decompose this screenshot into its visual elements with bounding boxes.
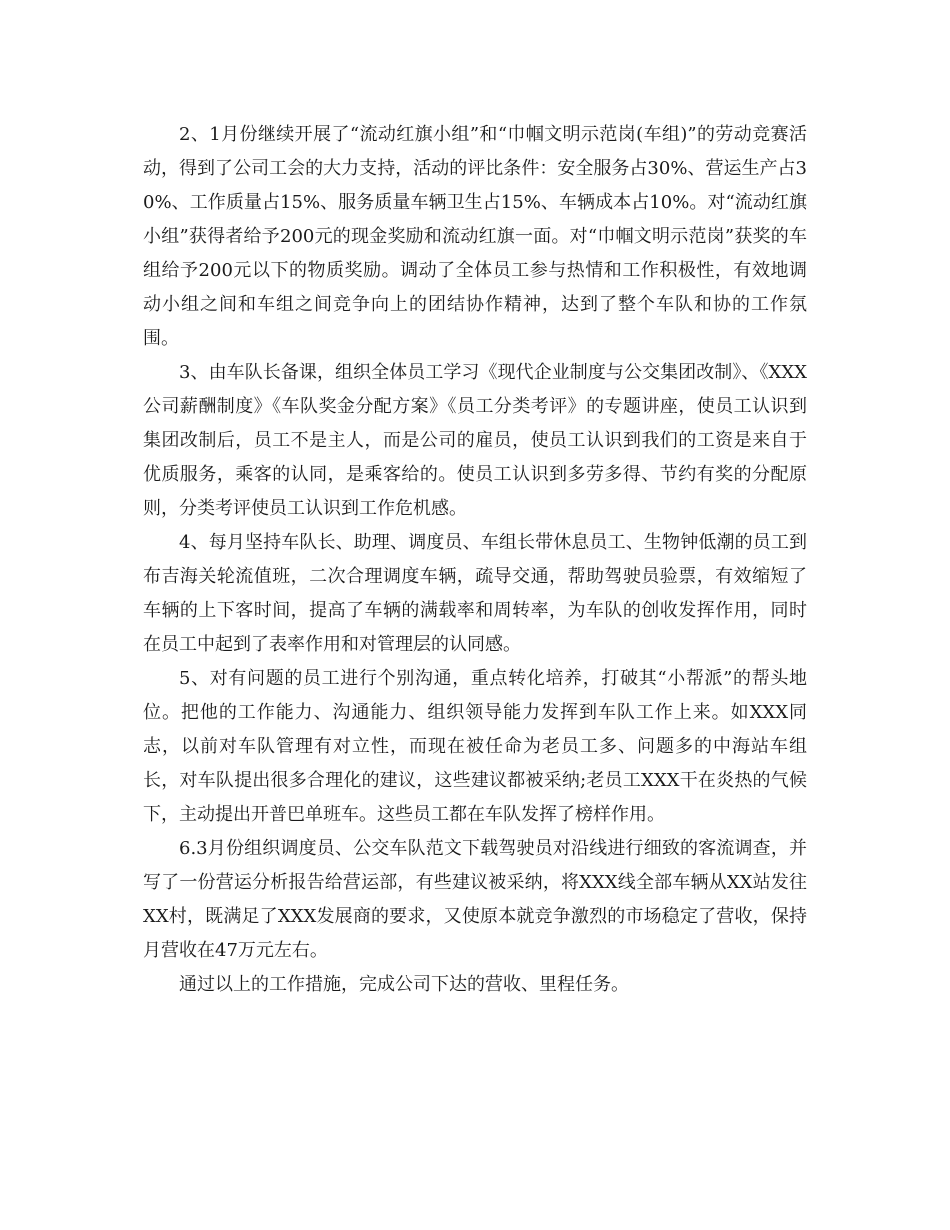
paragraph-item-4: 4、每月坚持车队长、助理、调度员、车组长带休息员工、生物钟低潮的员工到布吉海关轮流值班，二次合理调度车辆，疏导交通，帮助驾驶员验票，有效缩短了车辆的上下客时间，提高了车辆的满载率和周转率，为车队的创收发挥作用，同时在员工中起到了表率作用和对管理层的认同感。 bbox=[143, 532, 807, 655]
paragraph-item-5: 5、对有问题的员工进行个别沟通，重点转化培养，打破其“小帮派”的帮头地位。把他的工作能力、沟通能力、组织领导能力发挥到车队工作上来。如XXX同志，以前对车队管理有对立性，而现在被任命为老员工多、问题多的中海站车组长，对车队提出很多合理化的建议，这些建议都被采纳;老员工XXX干在炎热的气候下，主动提出开普巴单班车。这些员工都在车队发挥了榜样作用。 bbox=[143, 668, 807, 825]
paragraph-item-2: 2、1月份继续开展了“流动红旗小组”和“巾帼文明示范岗(车组)”的劳动竞赛活动，得到了公司工会的大力支持，活动的评比条件：安全服务占30%、营运生产占30%、工作质量占15%、服务质量车辆卫生占15%、车辆成本占10%。对“流动红旗小组”获得者给予200元的现金奖励和流动红旗一面。对“巾帼文明示范岗”获奖的车组给予200元以下的物质奖励。调动了全体员工参与热情和工作积极性，有效地调动小组之间和车组之间竞争向上的团结协作精神，达到了整个车队和协的工作氛围。 bbox=[143, 124, 807, 349]
paragraph-item-3: 3、由车队长备课，组织全体员工学习《现代企业制度与公交集团改制》、《XXX公司薪酬制度》《车队奖金分配方案》《员工分类考评》的专题讲座，使员工认识到集团改制后，员工不是主人，而是公司的雇员，使员工认识到我们的工资是来自于优质服务，乘客的认同，是乘客给的。使员工认识到多劳多得、节约有奖的分配原则，分类考评使员工认识到工作危机感。 bbox=[143, 362, 807, 519]
document-body bbox=[143, 118, 807, 1002]
paragraph-item-6: 6.3月份组织调度员、公交车队范文下载驾驶员对沿线进行细致的客流调查，并写了一份营运分析报告给营运部，有些建议被采纳，将XXX线全部车辆从XX站发往XX村，既满足了XXX发展商的要求，又使原本就竞争激烈的市场稳定了营收，保持月营收在47万元左右。 bbox=[143, 838, 807, 961]
paragraph-conclusion: 通过以上的工作措施，完成公司下达的营收、里程任务。 bbox=[179, 974, 629, 995]
